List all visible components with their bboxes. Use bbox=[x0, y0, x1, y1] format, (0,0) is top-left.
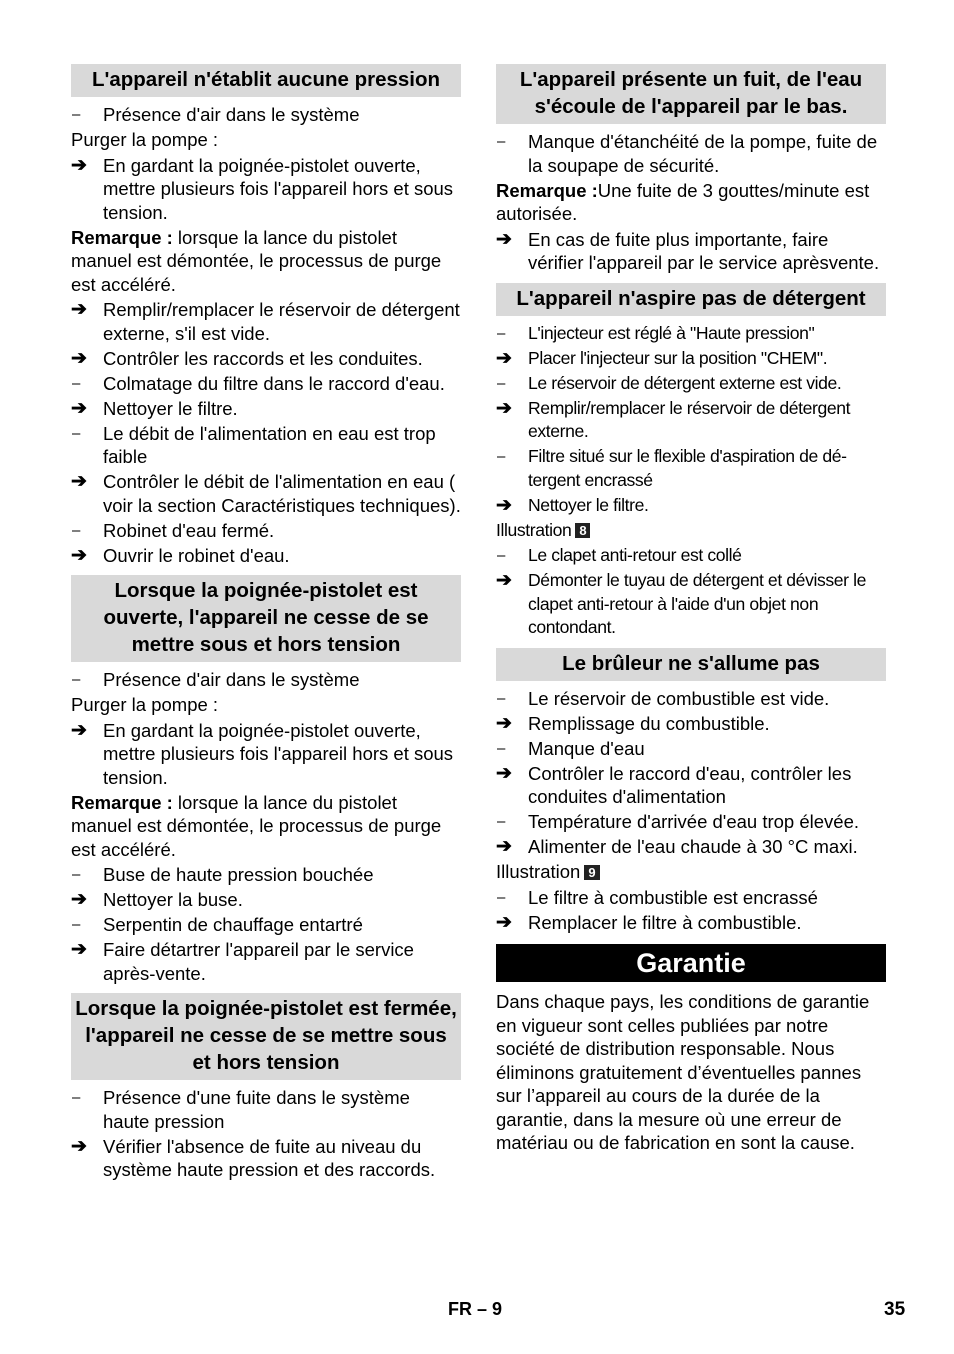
arrow-right-icon: ➔ bbox=[71, 719, 87, 741]
dash-marker: – bbox=[497, 739, 506, 757]
arrow-right-icon: ➔ bbox=[71, 939, 87, 960]
arrow-right-icon: ➔ bbox=[496, 494, 512, 516]
dash-marker: – bbox=[72, 671, 81, 688]
dash-marker: – bbox=[72, 521, 81, 539]
remedy-item: ➔ En gardant la poignée-pistolet ouverte, mettre plusieurs fois l'appareil hors et sous tension. bbox=[71, 719, 454, 788]
cause-item: – Robinet d'eau fermé. bbox=[72, 519, 275, 541]
remedy-item: ➔ Démonter le tuyau de détergent et dévisser le clapet anti-retour à l'aide d'un objet non contondant. bbox=[496, 570, 866, 637]
dash-marker: – bbox=[72, 916, 81, 933]
dash-marker: – bbox=[497, 813, 506, 830]
arrow-right-icon: ➔ bbox=[71, 471, 87, 492]
remedy-item: ➔ Remplir/remplacer le réservoir de détergent externe, s'il est vide. bbox=[71, 299, 460, 344]
arrow-right-icon: ➔ bbox=[496, 570, 512, 591]
section-heading-burner: Le brûleur ne s'allume pas bbox=[496, 648, 886, 681]
garantie-text: Dans chaque pays, les conditions de garantie en vigueur sont celles publiées par notre société de distribution responsable. Nous éliminons gratuitement d’éventuelles pannes sur l’appareil au cours de la durée de la garantie, dans la mesure où une erreur de matériau ou de fabrication en sont la cause. bbox=[496, 991, 870, 1153]
arrow-right-icon: ➔ bbox=[71, 889, 87, 910]
remedy-item: ➔ En gardant la poignée-pistolet ouverte, mettre plusieurs fois l'appareil hors et sous tension. bbox=[71, 154, 454, 223]
arrow-right-icon: ➔ bbox=[496, 836, 512, 857]
remedy-item: ➔ Contrôler le débit de l'alimentation en eau ( voir la section Caractéristiques techniques). bbox=[71, 471, 461, 516]
arrow-right-icon: ➔ bbox=[71, 347, 87, 369]
cause-item: – Présence d'une fuite dans le système haute pression bbox=[72, 1087, 410, 1132]
dash-marker: – bbox=[72, 424, 81, 442]
cause-item: – Filtre situé sur le flexible d'aspiration de détergent encrassé bbox=[497, 446, 848, 490]
cause-item: – Le débit de l'alimentation en eau est trop faible bbox=[72, 422, 436, 467]
dash-marker: – bbox=[497, 448, 505, 465]
footer-section-label: FR – 9 bbox=[448, 1299, 503, 1319]
cause-item: – Le filtre à combustible est encrassé bbox=[497, 886, 818, 908]
arrow-right-icon: ➔ bbox=[496, 397, 512, 419]
dash-marker: – bbox=[72, 106, 81, 123]
dash-marker: – bbox=[497, 374, 505, 392]
dash-marker: – bbox=[497, 547, 505, 564]
section-heading-leak: L'appareil présente un fuit, de l'eau s'écoule de l'appareil par le bas. bbox=[496, 64, 886, 124]
cause-item: – Buse de haute pression bouchée bbox=[72, 864, 374, 885]
arrow-right-icon: ➔ bbox=[71, 154, 87, 176]
paragraph: Purger la pompe : bbox=[71, 129, 219, 150]
figure-number-badge: 9 bbox=[584, 865, 599, 880]
note: Remarque : lorsque la lance du pistolet manuel est démontée, le processus de purge est accéléré. bbox=[71, 791, 442, 860]
section-heading-closed-gun-cycling: Lorsque la poignée-pistolet est fermée, l'appareil ne cesse de se mettre sous et hors tension bbox=[71, 993, 461, 1080]
cause-item: – Température d'arrivée d'eau trop élevée. bbox=[497, 811, 860, 832]
illustration-reference: Illustration 9 bbox=[496, 860, 886, 884]
cause-item: – Serpentin de chauffage entartré bbox=[72, 914, 363, 935]
figure-number-badge: 8 bbox=[575, 523, 590, 538]
cause-item: – Manque d'eau bbox=[497, 737, 645, 759]
section-heading-open-gun-cycling: Lorsque la poignée-pistolet est ouverte, l'appareil ne cesse de se mettre sous et hors tension bbox=[71, 575, 461, 662]
remedy-item: ➔ Contrôler le raccord d'eau, contrôler les conduites d'alimentation bbox=[496, 762, 852, 807]
remedy-item: ➔ Ouvrir le robinet d'eau. bbox=[71, 544, 290, 566]
remedy-item: ➔ Placer l'injecteur sur la position "CHEM". bbox=[496, 347, 828, 369]
arrow-right-icon: ➔ bbox=[71, 544, 87, 566]
remedy-item: ➔ Alimenter de l'eau chaude à 30 °C maxi. bbox=[496, 836, 858, 857]
remedy-item: ➔ Faire détartrer l'appareil par le service après-vente. bbox=[71, 939, 414, 984]
note: Remarque :Une fuite de 3 gouttes/minute est autorisée. bbox=[496, 179, 870, 224]
dash-marker: – bbox=[72, 1089, 81, 1106]
arrow-right-icon: ➔ bbox=[71, 397, 87, 419]
remedy-item: ➔ Remplir/remplacer le réservoir de détergent externe. bbox=[496, 397, 851, 441]
cause-item: – Présence d'air dans le système bbox=[72, 104, 360, 125]
remedy-item: ➔ Nettoyer le filtre. bbox=[496, 494, 649, 516]
arrow-right-icon: ➔ bbox=[71, 299, 87, 320]
dash-marker: – bbox=[497, 888, 506, 906]
remedy-item: ➔ Nettoyer le filtre. bbox=[71, 397, 238, 419]
cause-item: – L'injecteur est réglé à "Haute pression" bbox=[496, 322, 886, 346]
cause-item: – Le réservoir de combustible est vide. bbox=[497, 687, 830, 709]
section-heading-garantie: Garantie bbox=[496, 944, 886, 982]
right-column bbox=[496, 64, 886, 1157]
dash-marker: – bbox=[497, 324, 505, 342]
cause-item: – Manque d'étanchéité de la pompe, fuite de la soupape de sécurité. bbox=[497, 131, 878, 176]
arrow-right-icon: ➔ bbox=[496, 911, 512, 933]
cause-item: – Le réservoir de détergent externe est vide. bbox=[496, 372, 886, 396]
remedy-item: ➔ En cas de fuite plus importante, faire vérifier l'appareil par le service aprèsvente. bbox=[496, 228, 880, 273]
remedy-item: ➔ Remplacer le filtre à combustible. bbox=[496, 911, 802, 933]
remedy-item: ➔ Remplissage du combustible. bbox=[496, 712, 770, 734]
page-number: 35 bbox=[884, 1299, 906, 1320]
dash-marker: – bbox=[497, 689, 506, 707]
cause-item: – Colmatage du filtre dans le raccord d'eau. bbox=[72, 372, 445, 394]
dash-marker: – bbox=[497, 133, 506, 150]
arrow-right-icon: ➔ bbox=[496, 347, 512, 369]
section-heading-no-detergent: L'appareil n'aspire pas de détergent bbox=[496, 283, 886, 316]
remedy-item: ➔ Contrôler les raccords et les conduites. bbox=[71, 347, 423, 369]
arrow-right-icon: ➔ bbox=[496, 228, 512, 250]
left-column bbox=[71, 64, 461, 1183]
cause-item: – Présence d'air dans le système bbox=[72, 669, 360, 690]
note: Remarque : lorsque la lance du pistolet manuel est démontée, le processus de purge est accéléré. bbox=[71, 226, 442, 295]
arrow-right-icon: ➔ bbox=[496, 762, 512, 784]
arrow-right-icon: ➔ bbox=[496, 712, 512, 734]
remedy-item: ➔ Vérifier l'absence de fuite au niveau du système haute pression et des raccords. bbox=[71, 1135, 436, 1180]
cause-item: – Le clapet anti-retour est collé bbox=[496, 544, 886, 568]
illustration-reference: Illustration 8 bbox=[496, 519, 886, 543]
arrow-right-icon: ➔ bbox=[71, 1135, 87, 1157]
dash-marker: – bbox=[72, 374, 81, 392]
section-heading-no-pressure: L'appareil n'établit aucune pression bbox=[71, 64, 461, 97]
dash-marker: – bbox=[72, 866, 81, 883]
paragraph: Purger la pompe : bbox=[71, 694, 219, 715]
remedy-item: ➔ Nettoyer la buse. bbox=[71, 889, 243, 910]
